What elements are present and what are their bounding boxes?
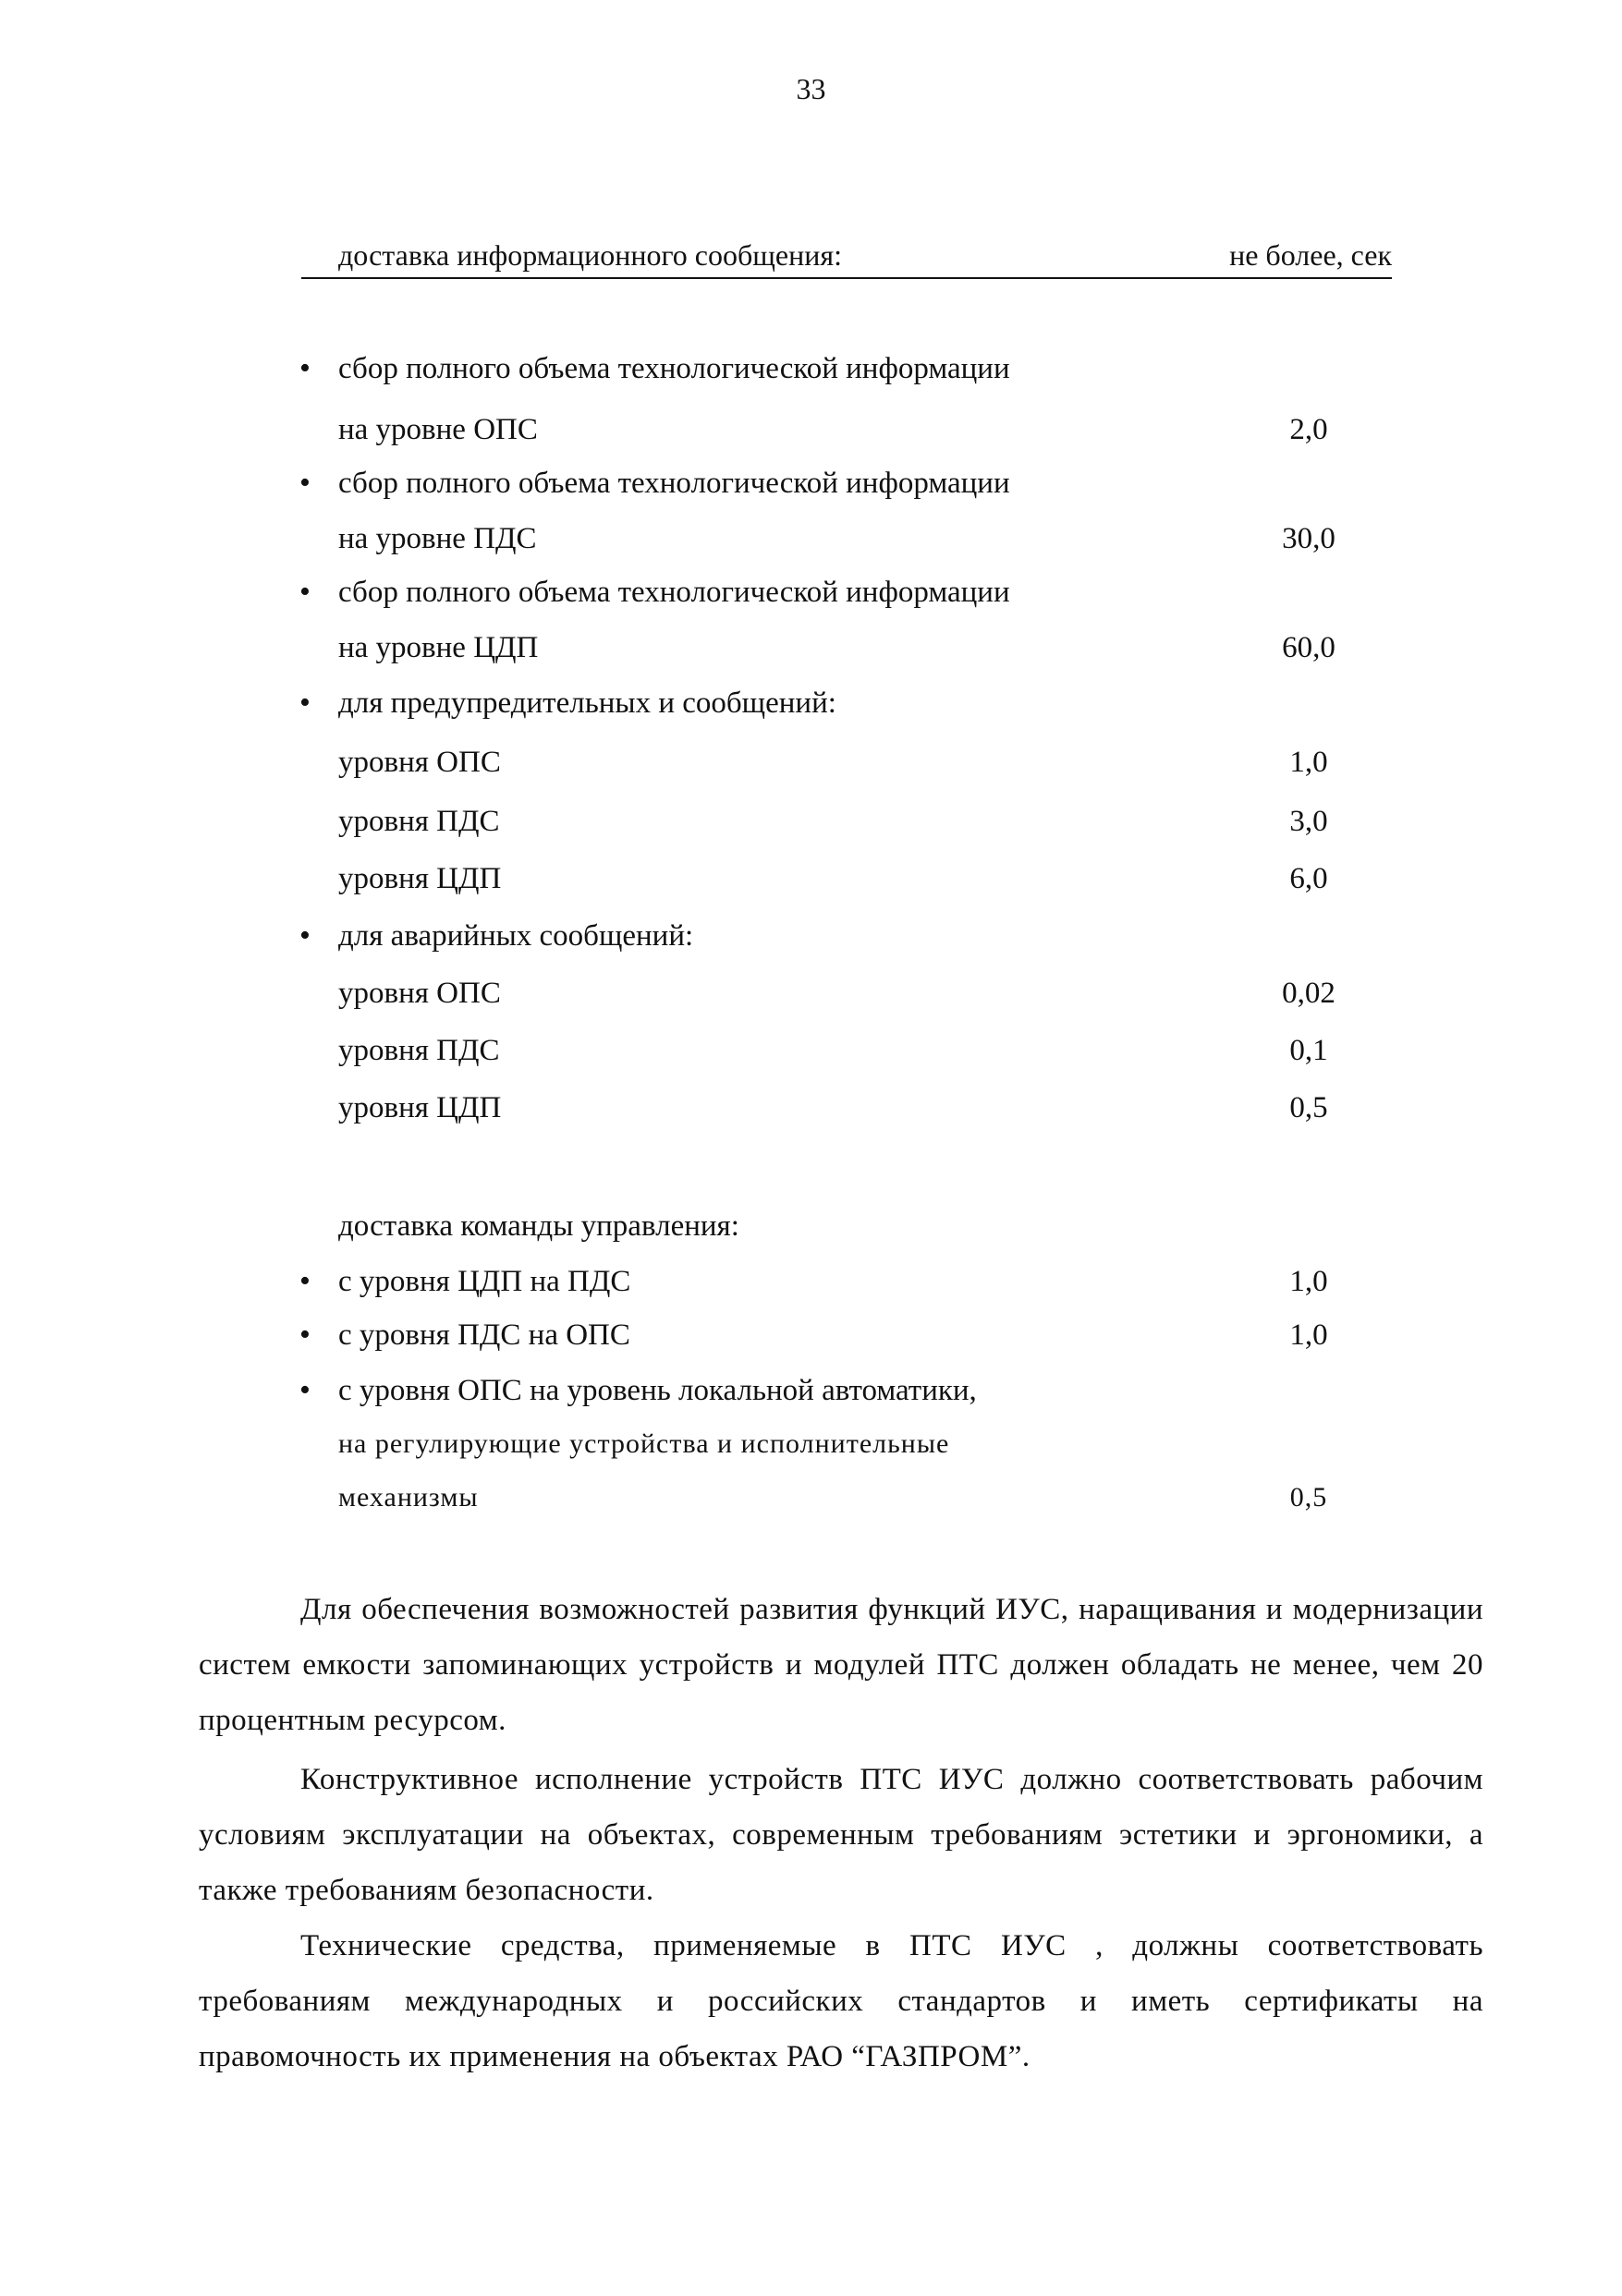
item-label: сбор полного объема технологической информации [338,576,1010,609]
item-label: механизмы [338,1482,479,1512]
table-header [301,233,1392,279]
list-item [299,462,1327,504]
header-right-label: не более, сек [1229,238,1392,272]
list-item [338,972,1335,1014]
item-value: 1,0 [1289,1318,1328,1352]
item-label: уровня ЦДП [338,862,502,895]
paragraph: Конструктивное исполнение устройств ПТС ИУС должно соответствовать рабочим условиям эксплуатации на объектах, современным требованиям эстетики и эргономики, а также требованиям безопасности. [199,1763,1483,1907]
list-item [338,1087,1327,1129]
list-item [338,1029,1327,1072]
list-item [338,408,1327,451]
item-value: 60,0 [1282,631,1335,664]
item-label: сбор полного объема технологической информации [338,352,1010,385]
list-item [338,857,1327,900]
item-label: с уровня ЦДП на ПДС [338,1265,631,1298]
item-label: с уровня ПДС на ОПС [338,1318,630,1352]
list-item [299,1369,1327,1412]
list-item [338,800,1327,843]
bullet: • [299,466,311,500]
list-item [338,517,1335,560]
item-value: 0,5 [1289,1091,1328,1124]
item-value: 1,0 [1289,1265,1328,1298]
bullet: • [299,686,311,720]
item-value: 2,0 [1289,413,1328,446]
list-item [299,915,1327,957]
item-label: уровня ОПС [338,977,501,1010]
bullet: • [299,351,311,385]
list-item [299,1260,1328,1303]
item-label: уровня ЦДП [338,1091,502,1124]
bullet: • [299,1264,311,1298]
item-value: 0,1 [1289,1034,1328,1067]
bullet: • [299,575,311,609]
paragraph: Для обеспечения возможностей развития функций ИУС, наращивания и модернизации систем емкости запоминающих устройств и модулей ПТС должен обладать не менее, чем 20 процентным ресурсом. [199,1593,1483,1737]
list-item [299,571,1327,613]
item-label: на регулирующие устройства и исполнительные [338,1428,950,1459]
list-item [299,682,1327,724]
item-value: 6,0 [1289,862,1328,895]
item-label: уровня ОПС [338,746,501,779]
item-label: для предупредительных и сообщений: [338,686,836,720]
item-label: уровня ПДС [338,1034,500,1067]
item-label: на уровне ОПС [338,413,538,446]
bullet: • [299,1373,311,1407]
item-value: 30,0 [1282,522,1335,555]
item-label: уровня ПДС [338,805,500,838]
item-value: 0,5 [1289,1482,1328,1512]
command-heading: доставка команды управления: [338,1209,739,1243]
bullet: • [299,918,311,953]
item-value: 1,0 [1289,746,1328,779]
header-left-label: доставка информационного сообщения: [338,238,842,272]
list-item [338,1423,1327,1465]
item-label: на уровне ЦДП [338,631,539,664]
item-label: на уровне ПДС [338,522,537,555]
item-value: 3,0 [1289,805,1328,838]
item-value: 0,02 [1282,977,1335,1010]
list-item [338,626,1335,669]
list-item [299,1314,1328,1356]
item-label: сбор полного объема технологической информации [338,467,1010,500]
paragraph: Технические средства, применяемые в ПТС ИУС , должны соответствовать требованиям международных и российских стандартов и иметь сертификаты на правомочность их применения на объектах РАО “ГАЗПРОМ”. [199,1929,1483,2073]
command-heading-row [338,1205,1327,1247]
bullet: • [299,1318,311,1352]
list-item [338,741,1327,784]
list-item [299,347,1327,390]
list-item [338,1476,1327,1519]
item-label: с уровня ОПС на уровень локальной автоматики, [338,1374,977,1407]
page-number: 33 [796,72,826,105]
item-label: для аварийных сообщений: [338,919,694,953]
